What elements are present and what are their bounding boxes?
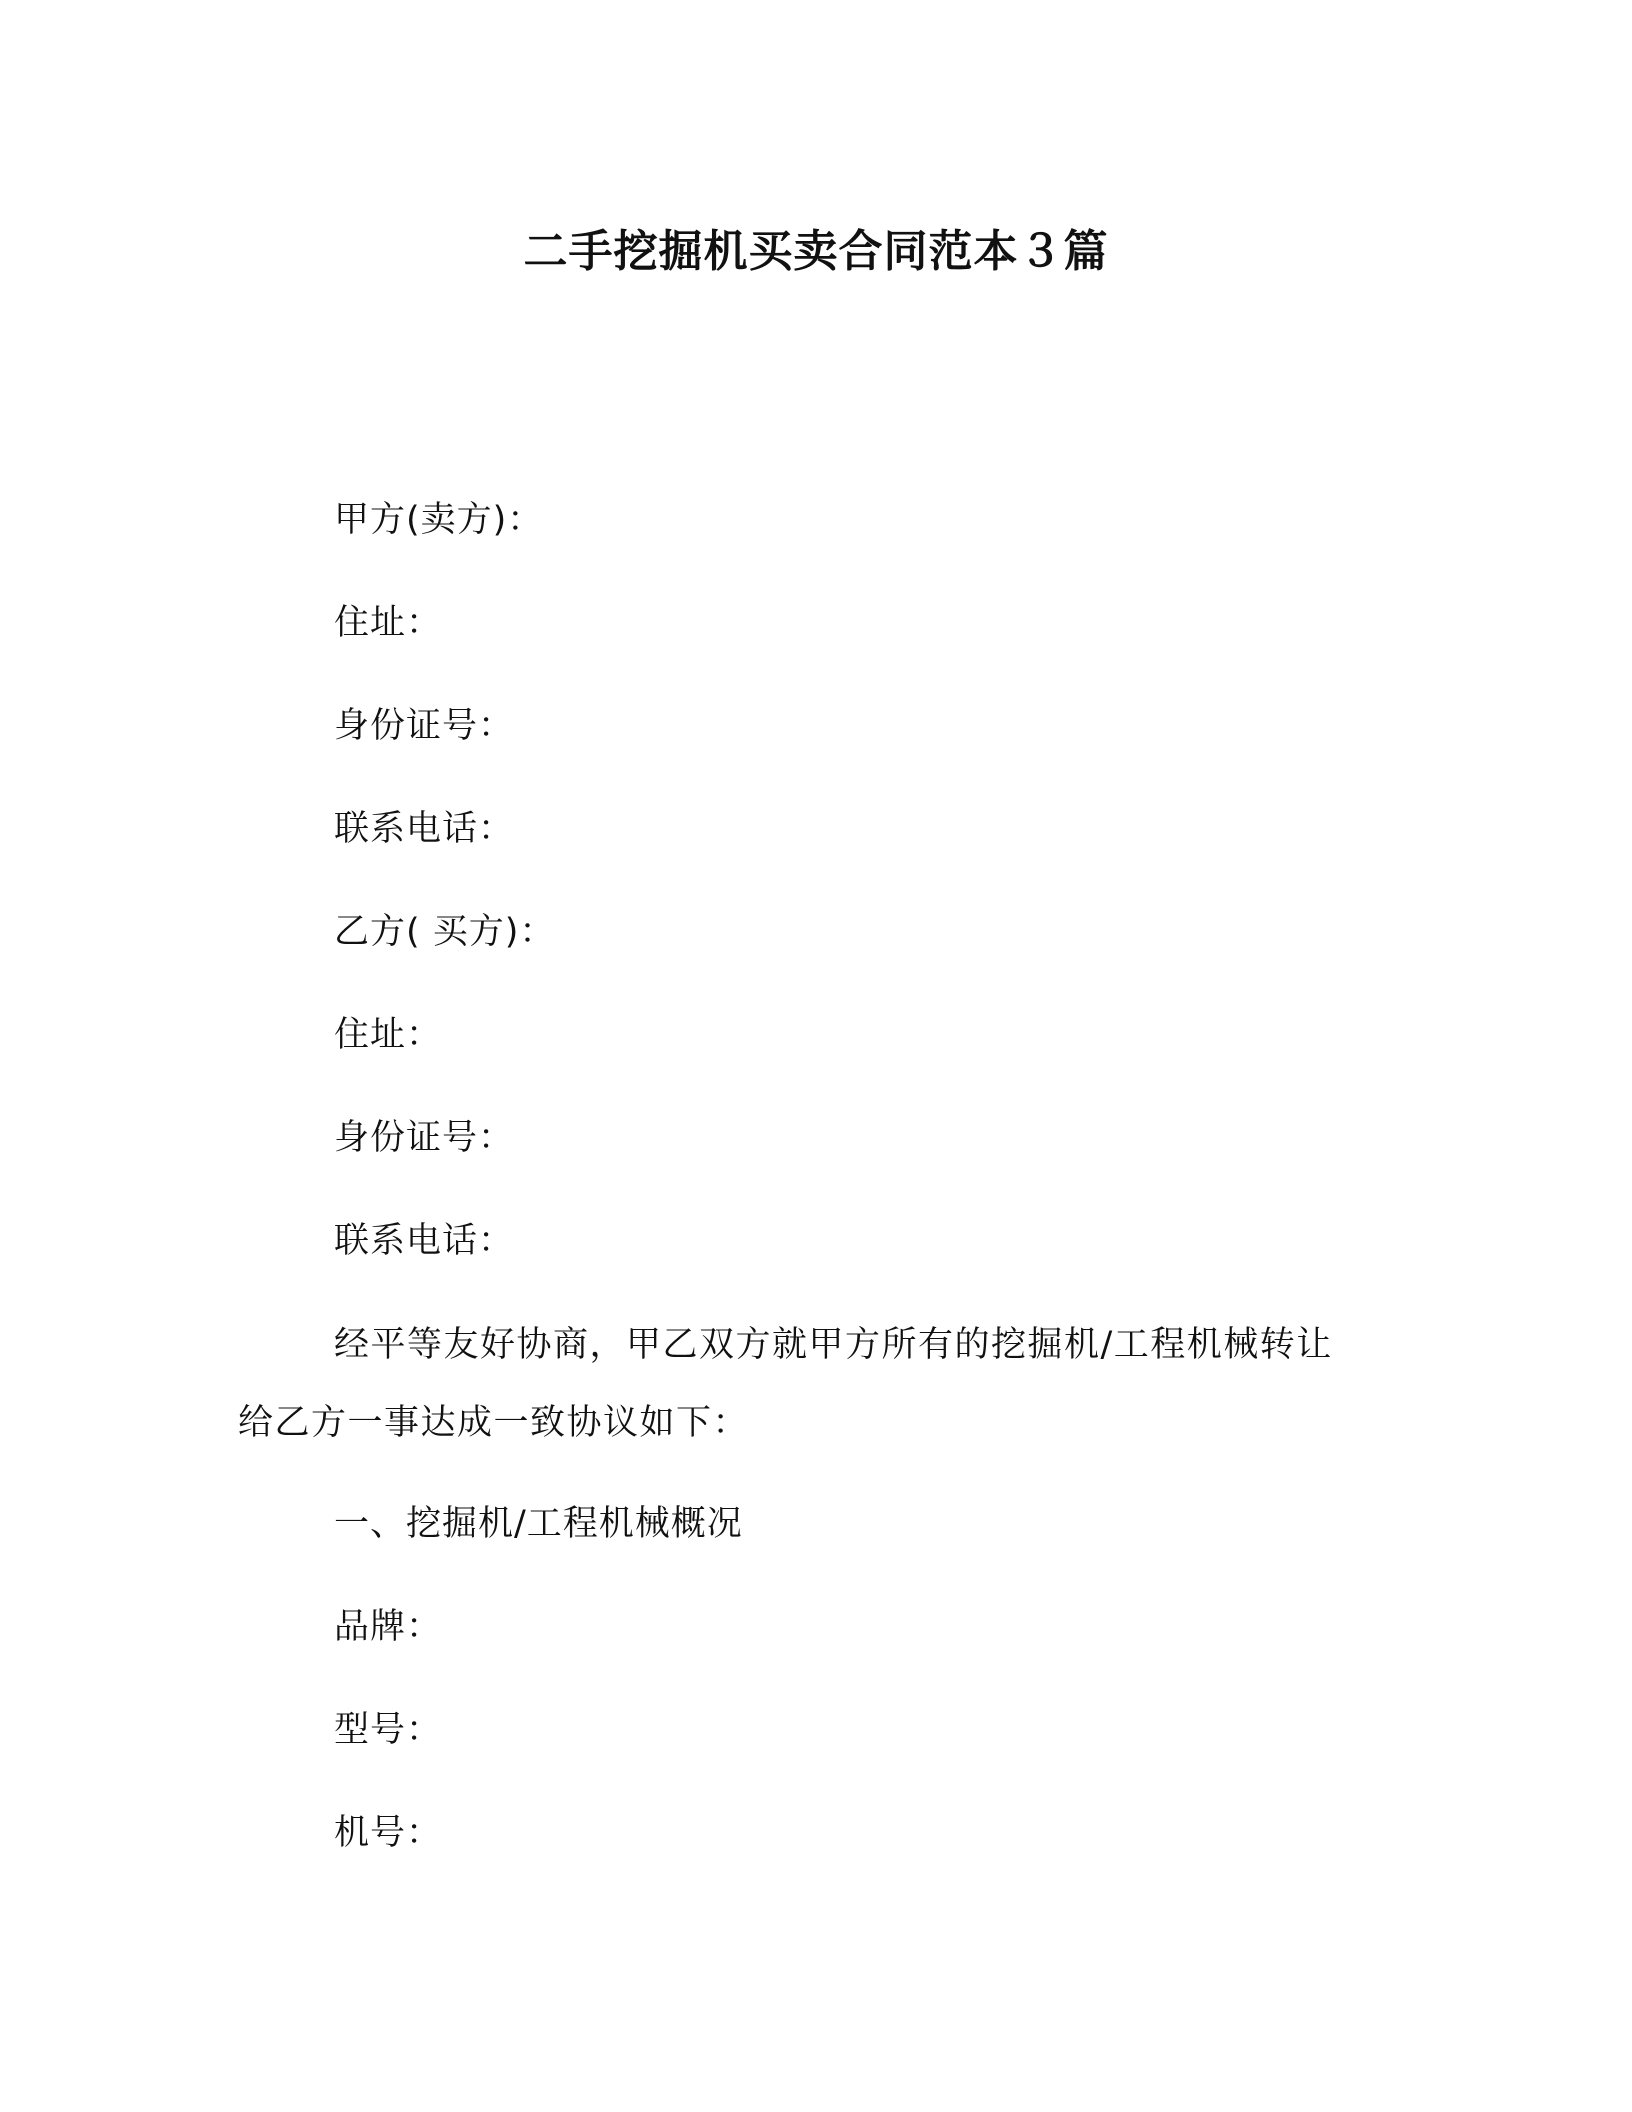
party-b-address: 住址： bbox=[334, 1015, 443, 1055]
party-b-label: 乙方( 买方)： bbox=[334, 912, 556, 952]
machine-number-field: 机号： bbox=[334, 1813, 443, 1853]
intro-line-1: 经平等友好协商，甲乙双方就甲方所有的挖掘机/工程机械转让 bbox=[334, 1325, 1333, 1365]
intro-line-2: 给乙方一事达成一致协议如下： bbox=[238, 1403, 750, 1443]
model-field: 型号： bbox=[334, 1710, 443, 1750]
party-a-phone: 联系电话： bbox=[334, 809, 515, 849]
section-1-heading: 一、挖掘机/工程机械概况 bbox=[334, 1504, 743, 1544]
party-a-address: 住址： bbox=[334, 603, 443, 643]
intro-paragraph bbox=[238, 1306, 1358, 1462]
brand-field: 品牌： bbox=[334, 1607, 443, 1647]
party-b-id-number: 身份证号： bbox=[334, 1118, 515, 1158]
party-b-phone: 联系电话： bbox=[334, 1221, 515, 1261]
party-a-id-number: 身份证号： bbox=[334, 706, 515, 746]
document-title: 二手挖掘机买卖合同范本３篇 bbox=[523, 226, 1109, 277]
party-a-label: 甲方(卖方)： bbox=[334, 500, 544, 540]
